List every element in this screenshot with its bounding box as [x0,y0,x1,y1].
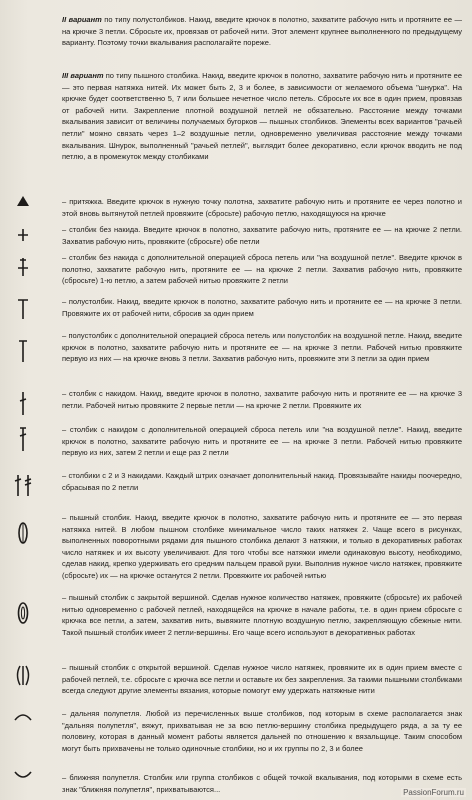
variant-2-heading: II вариант [62,15,102,24]
single-crochet-paragraph: – столбик без накида. Введите крючок в полотно, захватите рабочую нить, протяните ее — на крючке 2 петли. Захватив рабочую нить, провяжите (сбросьте) обе петли [62,225,462,246]
puff-stitch-closed-icon [10,598,36,628]
double-crochet-extended-icon [10,424,36,454]
puff-stitch-open-paragraph: – пышный столбик с открытой вершиной. Сделав нужное число натяжек, провяжите их в один прием вместе с рабочей петлей, т.е. сбросьте с крючка все петли и оставьте их без закрепления. За такими пышными столбиками всегда следуют другие элементы вязания, которые помогут ему удержать натяжные нити [62,663,462,696]
variant-2-paragraph [62,14,462,49]
back-loop-arc-icon [10,702,36,732]
puff-stitch-icon [10,518,36,548]
puff-stitch-open-icon [10,660,36,690]
variant-3-paragraph [62,70,462,163]
puff-stitch-closed-paragraph: – пышный столбик с закрытой вершиной. Сделав нужное количество натяжек, провяжите (сбросьте) их рабочей нитью одновременно с рабочей петлей, находящейся на крючке в начале работы, т.е. в один прием сбросьте с крючка все петли, а затем, захватив нить, вывяжите плотную воздушную петлю, закрепляющую сбежные нити. Такой пышный столбик имеет 2 петли-вершины. Его чаще всего используют в декоративных работах [62,593,462,637]
site-watermark: PassionForum.ru [403,788,464,797]
double-crochet-paragraph: – столбик с накидом. Накид, введите крючок в полотно, захватите рабочую нить и протяните ее — на крючке 3 петли. Рабочей нитью провяжите 2 первые петли — на крючке 2 петли. Провяжите их [62,389,462,410]
variant-3-text: по типу пышного столбика. Накид, введите крючок в полотно, захватите рабочую нить и протяните ее — это первая натяжка нитей. Их может быть 2, 3 и более, в зависимости от желаемого объема "шнурка". На крючке будет соответственно 5, 7 или большее нечетное число петель. Сбросьте их все в один прием, провязав от рабочей нити. Закрепление плотной воздушной петлей не обязательно. Расстояние между точками вкалывания зависит от величины получаемых бугорков — пышных столбиков. Элементы всех вариантов "рачьей петли" можно связать через 1–2 воздушные петли, одновременно увеличивая расстояние между точками вкалывания. Шнурок, выполненный "рачьей петлей", выглядит более декоративно, если крючок вводить не под петлю, а в промежуток между столбиками [62,71,462,162]
double-crochet-icon [10,388,36,418]
multi-yarnover-paragraph: – столбики с 2 и 3 накидами. Каждый штрих означает дополнительный накид. Провязывайте накиды поочередно, сбрасывая по 2 петли [62,471,462,492]
half-double-extended-icon [10,336,36,366]
half-double-crochet-t-icon [10,294,36,324]
puff-stitch-paragraph: – пышный столбик. Накид, введите крючок в полотно, захватите рабочую нить и протяните ее — это первая натяжка нитей. В любом пышном столбике минимальное число таких натяжек 2. Чаще всего в рисунках, выполненных поворотными рядами для пышного столбика делают 3 натяжки, и только в декоративных работах число натяжек и их высоту увеличивают. Для того чтобы все натяжки имели одинаковую высоту, необходимо, сделав накид, крепко удерживать его средним пальцем правой руки. Выполнив нужное число натяжек, провяжите (сбросьте) их — на крючке останутся 2 петли. Провяжите их рабочей нитью [62,513,462,580]
multi-yarnover-crochet-icon [10,470,36,500]
half-double-extended-paragraph: – полустолбик с дополнительной операцией сброса петель или полустолбик на воздушной петле. Накид, введите крючок в полотно, захватите рабочую нить и протяните ее — на крючке 3 петли. Рабочей нитью провяжите первую из них — на крючке вновь 3 петли. Захватив рабочую нить, провяжите эти 3 петли за один прием [62,331,462,364]
single-crochet-extended-icon [10,252,36,282]
front-loop-arc-icon [10,760,36,790]
single-crochet-extended-paragraph: – столбик без накида с дополнительной операцией сброса петель или "на воздушной петле". Введите крючок в полотно, захватите рабочую нить, протяните ее — на крючке 2 петли. Захватив рабочую нить, провяжите (сбросьте) 1-ю петлю, а затем рабочей нитью провяжите 2 петли [62,253,462,286]
variant-3-heading: III вариант [62,71,104,80]
slip-stitch-paragraph: – притяжка. Введите крючок в нужную точку полотна, захватите рабочую нить и протяните ее через полотно и этой вновь вытянутой петлей провяжите (сбросьте) рабочую петлю, находящуюся на крючке [62,197,462,218]
back-loop-paragraph: – дальняя полупетля. Любой из перечисленных выше столбиков, под которым в схеме располагается знак "дальняя полупетля", вяжут, прихватывая не за всю петлю-вершину столбика предыдущего ряда, а за ту ее половину, которая в данный момент работы является дальней по отношению к вязальщице. Таким способом могут быть прихвачены не только одиночные столбики, но и их группы по 2, 3 и более [62,709,462,753]
half-double-paragraph: – полустолбик. Накид, введите крючок в полотно, захватите рабочую нить и протяните ее — на крючке 3 петли. Провяжите их от рабочей нити, сбросив за один прием [62,297,462,318]
single-crochet-cross-icon [10,220,36,250]
slip-stitch-triangle-icon [10,186,36,216]
double-crochet-extended-paragraph: – столбик с накидом с дополнительной операцией сброса петель или "на воздушной петле". Накид, введите крючок в полотно, захватите рабочую нить и протяните ее — на крючке 3 петли. Рабочей нитью провяжите первую из них, затем 2 петли и еще раз 2 петли [62,425,462,458]
variant-2-text: по типу полустолбиков. Накид, введите крючок в полотно, захватите рабочую нить и протяните ее — на крючке 3 петли. Сбросьте их, провязав от рабочей нити. Этот элемент крупнее выполненного по предыдущему варианту. Поэтому точки вкалывания располагайте пореже. [62,15,462,48]
front-loop-paragraph: – ближняя полупетля. Столбик или группа столбиков с общей точкой вкалывания, под которыми в схеме есть знак "ближняя полупетля", прихватываются... [62,773,462,794]
